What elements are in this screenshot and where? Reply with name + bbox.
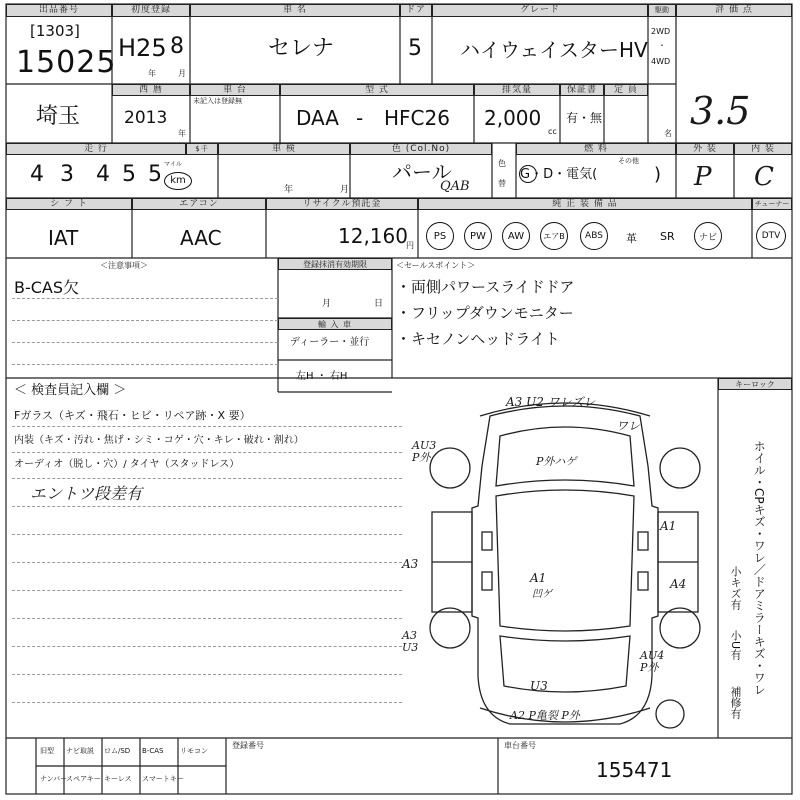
drive-dot: ・ — [658, 41, 666, 50]
import-dealer: ディーラー・並行 — [290, 337, 370, 348]
year-value: 2013 — [124, 108, 168, 128]
header-equipment: 純 正 装 備 品 — [418, 198, 752, 210]
location: 埼玉 — [36, 104, 81, 129]
header-first-reg: 初度登録 — [112, 4, 190, 17]
inspector-rule-2 — [12, 452, 402, 453]
equip-aw: AW — [502, 222, 530, 250]
inspector-rule-3 — [12, 478, 402, 479]
equip-sr: SR — [660, 230, 675, 243]
bottom-label-smartkey: スマートキー — [142, 775, 184, 783]
header-grade: グレード — [432, 4, 648, 17]
equip-ps: PS — [426, 222, 454, 250]
capacity-unit: 名 — [664, 129, 672, 138]
model-code: HFC26 — [384, 106, 450, 130]
equip-navi: ナビ — [694, 222, 722, 250]
diag-note-top: A3 U2 ワレズレ — [506, 395, 596, 409]
inspector-handwritten: エントツ段差有 — [30, 484, 143, 503]
header-model-chassis: 車 台 — [190, 84, 280, 96]
import-steering: 左H ・ 右H — [296, 371, 348, 382]
equip-leather: 革 — [626, 232, 637, 245]
inspection-nen: 年 — [284, 185, 294, 195]
header-fuel: 燃 料 — [516, 143, 676, 155]
header-lot: 出品番号 — [6, 4, 112, 17]
mileage-prefix: $千 — [186, 143, 218, 155]
header-car-name: 車 名 — [190, 4, 400, 17]
color-code: QAB — [440, 179, 470, 194]
recycle-value: 12,160 — [338, 224, 408, 248]
bottom-label-navi-manual: ナビ取説 — [66, 747, 94, 755]
bottom-label-spare-key: スペアキー — [66, 775, 101, 783]
inspector-rule-1 — [12, 426, 402, 427]
header-exterior: 外 装 — [676, 143, 734, 155]
recycle-unit: 円 — [406, 241, 414, 250]
diag-note-a3u3-lower: A3 U3 — [402, 629, 419, 655]
inspection-tsuki: 月 — [340, 185, 350, 195]
diag-note-a3-left: A3 — [402, 557, 419, 571]
sales-point-2: ・フリップダウンモニター — [396, 304, 574, 322]
inspector-line-1: Fガラス（キズ・飛石・ヒビ・リペア跡・X 要） — [14, 409, 251, 422]
fuel-other: その他 — [618, 157, 639, 165]
inspector-rule-8 — [12, 618, 402, 619]
first-reg-tsuki: 月 — [178, 69, 186, 78]
header-shift: シ フ ト — [6, 198, 132, 210]
notes-rule-2 — [12, 320, 278, 321]
diag-note-au4: AU4 P外 — [640, 649, 665, 675]
equip-airbag: エアB — [540, 222, 568, 250]
mileage-digit-5: 5 — [148, 162, 162, 187]
inspector-rule-6 — [12, 562, 402, 563]
shift-value: IAT — [48, 226, 79, 250]
mileage-digit-3: 4 — [96, 162, 110, 187]
model-chassis-note: 未記入は登録無 — [193, 97, 242, 105]
door-count: 5 — [408, 36, 422, 61]
header-warranty: 保証書 — [560, 84, 604, 96]
bottom-label-bcas: B-CAS — [142, 747, 164, 755]
header-sales: ＜セールスポイント＞ — [396, 261, 476, 270]
reg-expiry-hi: 日 — [374, 299, 384, 309]
model-prefix: DAA — [296, 106, 339, 130]
header-capacity: 定 員 — [604, 84, 648, 96]
score-value: 3.5 — [690, 89, 751, 133]
diag-note-left-top: AU3 P外 — [412, 439, 437, 465]
notes-rule-1 — [12, 298, 278, 299]
lot-number: 15025 — [16, 45, 117, 80]
right-note-2: 小U有 — [729, 630, 742, 661]
header-interior: 内 装 — [734, 143, 792, 155]
header-tuner: チューナー — [752, 198, 792, 210]
fuel-close: ) — [654, 164, 662, 185]
diag-note-a1-center: A1 — [530, 571, 547, 585]
warranty-value: 有・無 — [566, 111, 603, 125]
diag-note-pr-hagi: P外ハゲ — [536, 455, 577, 468]
first-reg-month: 8 — [170, 34, 184, 59]
header-notes: ＜注意事項＞ — [100, 261, 148, 270]
header-color: 色 (Col.No) — [350, 143, 492, 155]
grade-value: ハイウェイスターHV — [460, 38, 648, 62]
first-reg-era: H25 — [118, 34, 167, 62]
model-dash: - — [356, 106, 364, 130]
diag-note-wa: ワレ — [616, 419, 641, 433]
diag-note-a2-bottom: A2 P亀裂 P外 — [510, 709, 580, 722]
bottom-label-old: 旧型 — [40, 747, 54, 755]
inspector-rule-4 — [12, 506, 402, 507]
header-mileage: 走 行 — [6, 143, 186, 155]
header-reg-number: 登録番号 — [232, 741, 264, 750]
year-nen: 年 — [178, 129, 186, 138]
car-damage-diagram — [420, 396, 710, 736]
notes-rule-3 — [12, 342, 278, 343]
header-score: 評 価 点 — [676, 4, 792, 17]
header-model-type: 型 式 — [280, 84, 474, 96]
mileage-unit-mile: マイル — [164, 161, 182, 168]
equip-pw: PW — [464, 222, 492, 250]
diag-note-a1-right: A1 — [660, 519, 677, 533]
interior-grade: C — [754, 162, 774, 192]
color-iro: 色 — [498, 159, 506, 168]
diag-note-u3-bottom: U3 — [530, 679, 548, 693]
right-note-1: 小キズ有 — [729, 566, 742, 610]
sales-point-1: ・両側パワースライドドア — [396, 278, 575, 296]
header-chassis-number: 車台番号 — [504, 741, 536, 750]
aircon-value: AAC — [180, 226, 222, 250]
fuel-options: G・D・電気( — [520, 167, 598, 182]
header-reg-expiry: 登録抹消有効期限 — [278, 258, 392, 270]
mileage-digit-2: 3 — [60, 162, 74, 187]
color-gae: 替 — [498, 179, 506, 188]
header-recycle: リサイクル預託金 — [266, 198, 418, 210]
inspector-title: ＜ 検査員記入欄 ＞ — [14, 383, 127, 398]
mileage-unit-km: km — [164, 172, 192, 190]
exterior-grade: P — [694, 162, 712, 192]
drive-4wd: 4WD — [651, 57, 671, 66]
mileage-digit-4: 5 — [122, 162, 136, 187]
reg-expiry-tsuki: 月 — [322, 299, 332, 309]
diag-note-a4-right: A4 — [670, 577, 687, 591]
right-column-text: ホイル・CPキズ・ワレ／ドアミラーキズ・ワレ — [752, 440, 767, 696]
mileage-digit-1: 4 — [30, 162, 44, 187]
header-aircon: エアコン — [132, 198, 266, 210]
lot-prefix: [1303] — [30, 22, 80, 40]
fuel-gas-circle — [519, 165, 537, 183]
notes-rule-4 — [12, 364, 278, 365]
inspector-rule-9 — [12, 646, 402, 647]
equip-abs: ABS — [580, 222, 608, 250]
header-doors: ドア — [400, 4, 432, 17]
equip-dtv: DTV — [756, 222, 786, 250]
bottom-label-rom-sd: ロム/SD — [104, 747, 131, 755]
displacement-value: 2,000 — [484, 106, 542, 130]
notes-line-1: B-CAS欠 — [14, 278, 80, 297]
inspector-line-2: 内装（キズ・汚れ・焦げ・シミ・コゲ・穴・キレ・破れ・割れ） — [14, 435, 304, 446]
bottom-label-keyless: キーレス — [104, 775, 132, 783]
inspector-rule-11 — [12, 702, 402, 703]
drive-2wd: 2WD — [651, 27, 671, 36]
header-displacement: 排気量 — [474, 84, 560, 96]
first-reg-nen: 年 — [148, 69, 156, 78]
diag-note-a1-center-sub: 凹ゲ — [532, 589, 552, 600]
inspector-rule-5 — [12, 534, 402, 535]
header-keylock: キーロック — [718, 378, 792, 390]
bottom-label-number: ナンバー — [40, 775, 68, 783]
bottom-label-remote: リモコン — [180, 747, 208, 755]
header-import: 輸 入 車 — [278, 318, 392, 330]
sales-point-3: ・キセノンヘッドライト — [396, 330, 560, 348]
inspector-line-3: オーディオ（脱し・穴）/ タイヤ（スタッドレス） — [14, 459, 240, 470]
car-name: セレナ — [268, 36, 335, 61]
chassis-number: 155471 — [596, 758, 673, 782]
inspector-rule-7 — [12, 590, 402, 591]
right-note-3: 補修有 — [729, 686, 742, 719]
header-year: 西 暦 — [112, 84, 190, 96]
header-inspection: 車 検 — [218, 143, 350, 155]
displacement-unit: cc — [548, 127, 557, 136]
inspector-rule-10 — [12, 674, 402, 675]
header-drive: 駆動 — [648, 4, 676, 17]
color-name: パール — [392, 160, 452, 184]
